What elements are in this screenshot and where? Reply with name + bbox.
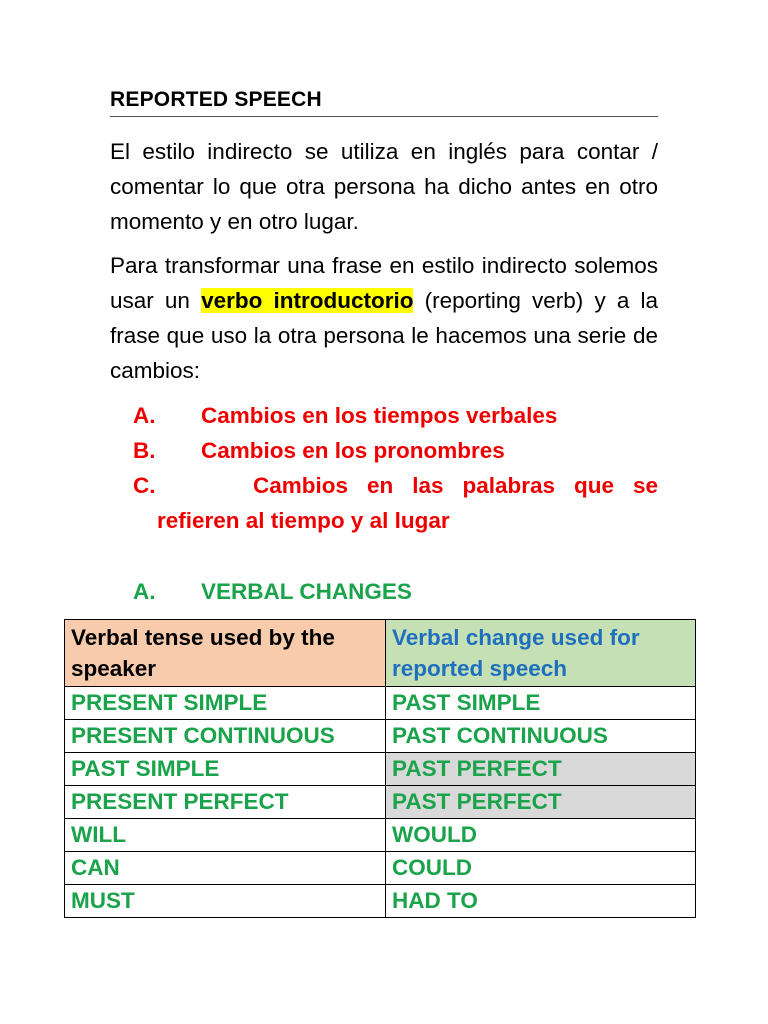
table-cell-reported: PAST CONTINUOUS <box>386 720 696 753</box>
list-item-text: Cambios en los pronombres <box>201 438 505 463</box>
table-cell-speaker: PRESENT SIMPLE <box>65 687 386 720</box>
table-row <box>65 687 696 720</box>
section-heading <box>110 574 658 609</box>
list-item-text: Cambios en los tiempos verbales <box>201 403 558 428</box>
transform-paragraph <box>110 248 658 388</box>
table-header-row <box>65 620 696 687</box>
list-item <box>110 433 658 468</box>
table-row <box>65 885 696 918</box>
table-cell-reported: COULD <box>386 852 696 885</box>
list-marker: B. <box>133 438 156 463</box>
table-cell-reported: PAST PERFECT <box>386 786 696 819</box>
table-row <box>65 753 696 786</box>
table-cell-reported: PAST SIMPLE <box>386 687 696 720</box>
section-title: VERBAL CHANGES <box>201 579 412 604</box>
table-cell-speaker: WILL <box>65 819 386 852</box>
list-item <box>110 398 658 433</box>
paragraph-text-after: (reporting verb) y a la frase que uso la otra persona le hacemos una serie de cambios: <box>110 288 658 383</box>
intro-paragraph: El estilo indirecto se utiliza en inglés para contar / comentar lo que otra persona ha dicho antes en otro momento y en otro lugar. <box>110 139 658 234</box>
verbal-changes-table <box>64 619 696 918</box>
table-cell-reported: WOULD <box>386 819 696 852</box>
list-marker: A. <box>133 403 156 428</box>
table-row <box>65 852 696 885</box>
list-item-text: Cambios en las palabras que se <box>253 473 658 498</box>
table-row <box>65 720 696 753</box>
table-cell-speaker: PRESENT CONTINUOUS <box>65 720 386 753</box>
table-cell-reported: PAST PERFECT <box>386 753 696 786</box>
list-marker: C. <box>133 473 156 498</box>
list-item-continuation: refieren al tiempo y al lugar <box>157 508 450 533</box>
table-row <box>65 819 696 852</box>
table-cell-speaker: CAN <box>65 852 386 885</box>
table-cell-speaker: MUST <box>65 885 386 918</box>
list-item <box>110 468 658 503</box>
paragraph-text-before: Para transformar una frase en estilo indirecto solemos usar un <box>110 253 658 313</box>
header-speaker-tense: Verbal tense used by the speaker <box>65 620 386 687</box>
table-cell-speaker: PAST SIMPLE <box>65 753 386 786</box>
highlighted-term: verbo introductorio <box>201 288 414 313</box>
header-reported-change: Verbal change used for reported speech <box>386 620 696 687</box>
page-title: REPORTED SPEECH <box>110 88 658 117</box>
table-cell-speaker: PRESENT PERFECT <box>65 786 386 819</box>
table-cell-reported: HAD TO <box>386 885 696 918</box>
section-marker: A. <box>133 579 156 604</box>
table-row <box>65 786 696 819</box>
